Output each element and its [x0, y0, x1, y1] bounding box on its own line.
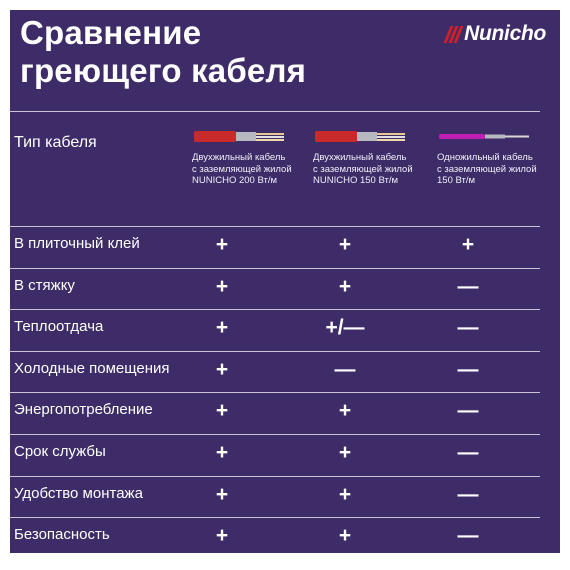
comparison-mark: + [215, 441, 229, 464]
cable-column-2 [313, 128, 431, 187]
cable-type-label: Тип кабеля [14, 134, 97, 151]
row-divider [10, 226, 540, 227]
comparison-mark: + [338, 441, 352, 464]
cable-caption-line: с заземляющей жилой [313, 163, 413, 175]
row-divider [10, 392, 540, 393]
cable-caption-line: Двухжильный кабель [192, 152, 286, 163]
comparison-mark: + [338, 274, 352, 298]
comparison-mark: — [334, 357, 356, 381]
row-label: В стяжку [14, 276, 75, 294]
comparison-mark: — [457, 482, 479, 506]
comparison-mark: — [457, 524, 479, 548]
comparison-mark: +/— [325, 316, 365, 340]
cable-caption-line: с заземляющей жилой [192, 163, 292, 175]
cable-column-3 [437, 128, 555, 187]
row-divider [10, 351, 540, 352]
cable-column-1 [192, 128, 310, 187]
cable-caption-line: NUNICHO 200 Вт/м [192, 175, 278, 186]
comparison-mark: — [457, 441, 479, 464]
comparison-mark: — [457, 274, 479, 298]
cable-caption [313, 152, 431, 187]
row-label: Холодные помещения [14, 359, 170, 377]
comparison-mark: + [215, 399, 229, 423]
row-label: Срок службы [14, 443, 106, 460]
cable-caption-line: Двухжильный кабель [313, 152, 407, 163]
cable-caption [192, 152, 310, 187]
comparison-mark: — [457, 357, 479, 381]
comparison-mark: + [215, 316, 229, 340]
row-label: Удобство монтажа [14, 484, 143, 502]
comparison-mark: + [215, 274, 229, 298]
cable-caption-line: NUNICHO 150 Вт/м [313, 175, 399, 186]
brand-logo [447, 22, 546, 46]
title-line-2: греющего кабеля [20, 52, 307, 89]
comparison-mark: — [457, 399, 479, 423]
row-divider [10, 309, 540, 310]
brand-stripes-icon [444, 26, 464, 43]
brand-name: Nunicho [464, 22, 546, 45]
cable-image-icon [313, 128, 423, 146]
row-label: Энергопотребление [14, 401, 153, 419]
row-label: В плиточный клей [14, 235, 140, 252]
comparison-mark: + [338, 399, 352, 423]
cable-image-icon [192, 128, 302, 146]
row-divider [10, 517, 540, 518]
comparison-mark: + [215, 233, 229, 256]
cable-image-icon [437, 128, 547, 146]
comparison-mark: + [338, 482, 352, 506]
cable-caption-line: Одножильный кабель [437, 152, 533, 163]
comparison-card [10, 10, 560, 553]
comparison-mark: + [338, 524, 352, 548]
cable-caption-line: 150 Вт/м [437, 175, 476, 186]
row-divider [10, 268, 540, 269]
comparison-mark: + [215, 524, 229, 548]
divider [10, 111, 540, 112]
cable-caption [437, 152, 555, 187]
comparison-mark: + [461, 233, 475, 256]
comparison-mark: + [215, 482, 229, 506]
row-divider [10, 434, 540, 435]
cable-caption-line: с заземляющей жилой [437, 163, 537, 175]
comparison-mark: + [215, 357, 229, 381]
row-label: Безопасность [14, 526, 110, 544]
comparison-mark: — [457, 316, 479, 340]
page-title [20, 14, 350, 90]
title-line-1: Сравнение [20, 14, 202, 51]
row-label: Теплоотдача [14, 318, 104, 336]
row-divider [10, 476, 540, 477]
comparison-mark: + [338, 233, 352, 256]
